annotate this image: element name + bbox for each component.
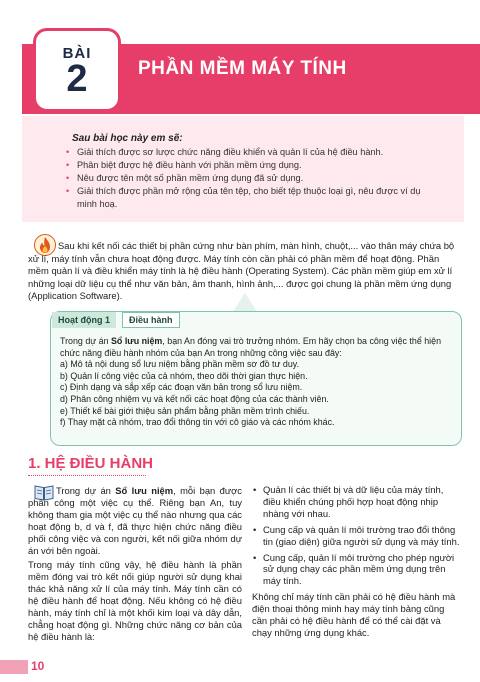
section-rule (28, 475, 146, 476)
activity-body (60, 336, 456, 429)
os-function-item: • Cung cấp, quản lí môi trường cho phép người sử dụng chạy các phần mềm ứng dụng trên máy tính. (252, 552, 460, 588)
left-paragraph-pre: Trong dự án (56, 485, 116, 496)
activity-item: c) Định dạng và sắp xếp các đoạn văn bản trong sổ lưu niệm. (60, 382, 303, 393)
activity-name-tab: Điều hành (122, 312, 180, 328)
lesson-badge (33, 28, 121, 112)
closing-paragraph: Không chỉ máy tính cần phải có hệ điều hành mà điện thoại thông minh hay máy tính bảng cũng cần phải có hệ điều hành để có thể cài đặt và chạy những ứng dụng khác. (252, 591, 456, 638)
os-function-item: • Quản lí các thiết bị và dữ liệu của máy tính, điều khiển chúng phối hợp hoạt động nhịp nhàng với nhau. (252, 484, 460, 520)
section-heading: 1. HỆ ĐIỀU HÀNH (28, 455, 154, 472)
objective-item: • Giải thích được phần mở rộng của tên tệp, cho biết tệp thuộc loại gì, nêu được ví dụ minh hoạ. (64, 185, 442, 211)
activity-item: d) Phân công nhiệm vụ và kết nối các hoạt động của các thành viên. (60, 393, 329, 404)
left-column (28, 485, 242, 646)
activity-item: e) Thiết kế bài giới thiệu sản phẩm bằng phần mềm trình chiếu. (60, 405, 310, 416)
os-functions-list (252, 484, 460, 587)
right-column (252, 484, 460, 639)
activity-prompt-post: , bạn An đóng vai trò trưởng nhóm. Em hãy chọn ba công việc thể hiện chức năng điều hành nhóm của bạn An trong những công việc sau đây: (60, 336, 442, 358)
lesson-title: PHẦN MỀM MÁY TÍNH (138, 58, 347, 79)
activity-items (60, 359, 456, 429)
objective-item: • Giải thích được sơ lược chức năng điều khiển và quản lí của hệ điều hành. (64, 146, 442, 159)
os-function-item: • Cung cấp và quản lí môi trường trao đổi thông tin (giao diện) giữa người sử dụng và máy tính. (252, 524, 460, 548)
lesson-number: 2 (66, 58, 88, 100)
lesson-word: BÀI (62, 45, 92, 62)
left-paragraph: Trong máy tính cũng vậy, hệ điều hành là phần mềm đóng vai trò kết nối giúp người sử dụng khai thác khả năng xử lí của máy tính. Máy tính cần có hệ điều hành để hoạt động. Nếu không có hệ điều hành, máy tính chỉ là một khối kim loại và dây dẫn, chẳng hoạt động gì. Những chức năng cơ bản của hệ điều hành là: (28, 559, 242, 642)
objectives-heading: Sau bài học này em sẽ: (72, 133, 183, 144)
activity-item: a) Mô tả nội dung sổ lưu niệm bằng phần mềm sơ đồ tư duy. (60, 359, 300, 370)
left-paragraph-post: , mỗi bạn được phân công một việc cụ thể. Riêng bạn An, tuy không tham gia một việc cụ thể nào nhưng qua các hoạt động b, d và f, đã thực hiện chức năng điều phối công việc và con người, kết nối giữa nhóm dự án với bên ngoài. (28, 485, 242, 556)
activity-item: f) Thay mặt cả nhóm, trao đổi thông tin với cô giáo và các nhóm khác. (60, 417, 335, 428)
page-number: 10 (31, 659, 45, 673)
activity-prompt-pre: Trong dự án (60, 336, 112, 346)
page-number-bar (0, 660, 28, 674)
project-name: Sổ lưu niệm (115, 485, 174, 496)
activity-item: b) Quản lí công việc của cả nhóm, theo dõi thời gian thực hiện. (60, 370, 308, 381)
objective-item: • Nêu được tên một số phần mềm ứng dụng đã sử dụng. (64, 172, 442, 185)
intro-paragraph: Sau khi kết nối các thiết bị phần cứng như bàn phím, màn hình, chuột,... vào thân máy chứa bộ xử lí, máy tính vẫn chưa hoạt động được. Máy tính còn cần phải có phần mềm để hoạt động. Phần mềm quản lí và điều khiển máy tính là hệ điều hành (Operating System). Các phần mềm giúp em xử lí những loại dữ liệu cụ thể như văn bản, âm thanh, hình ảnh,... được gọi chung là phần mềm ứng dụng (Application Software). (28, 240, 455, 302)
objective-item: • Phân biệt được hệ điều hành với phần mềm ứng dụng. (64, 159, 442, 172)
activity-number-tab: Hoạt động 1 (52, 312, 116, 328)
project-name: Sổ lưu niệm (111, 336, 163, 346)
objectives-list (64, 146, 442, 211)
left-paragraph (28, 485, 242, 556)
activity-prompt (60, 336, 456, 359)
